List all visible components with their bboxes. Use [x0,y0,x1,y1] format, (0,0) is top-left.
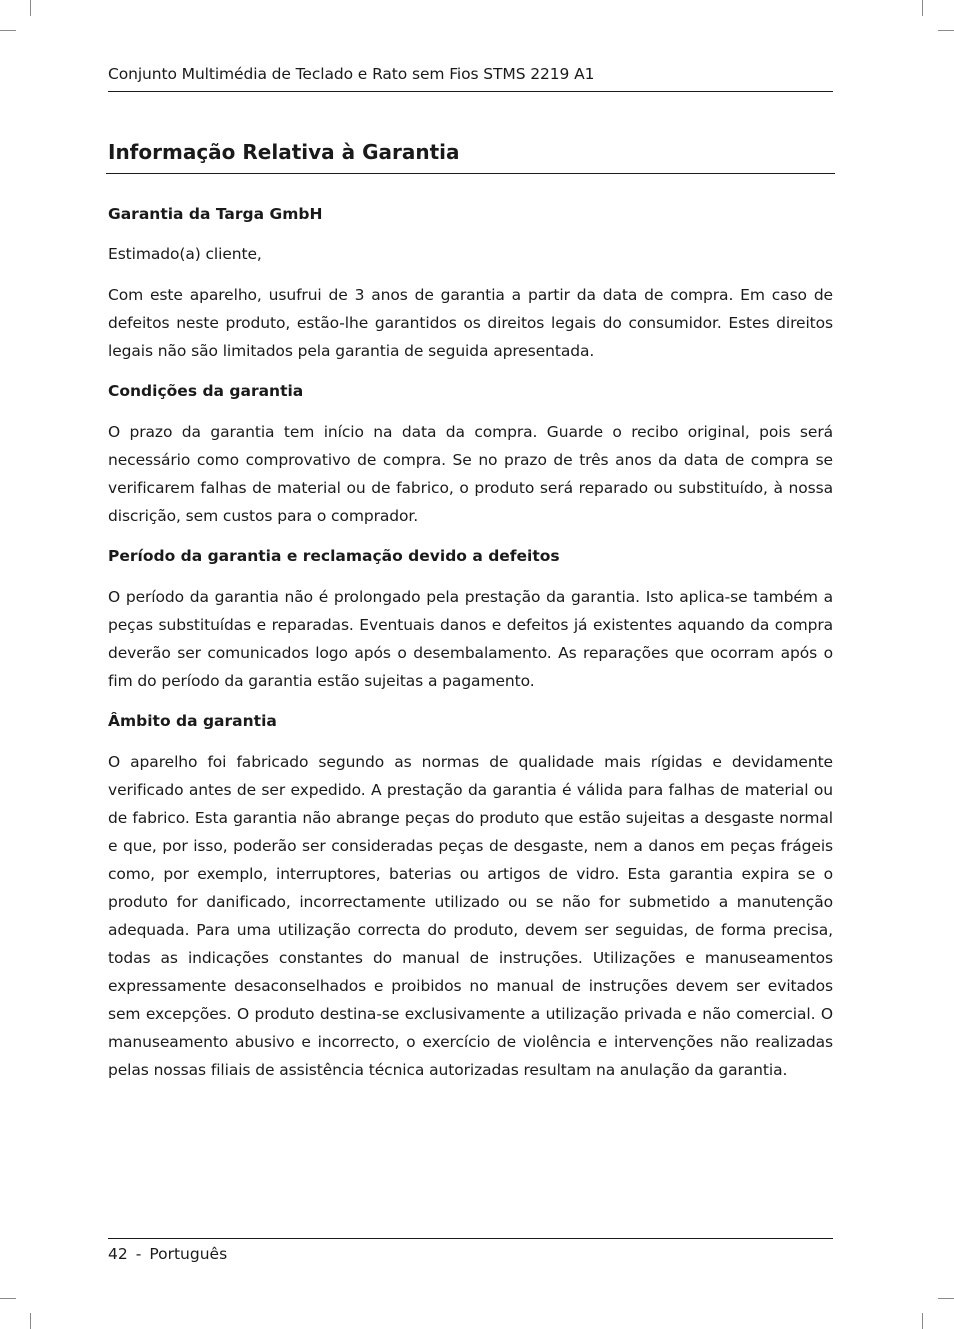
crop-mark-bottom-right [922,1313,923,1329]
paragraph-condicoes: O prazo da garantia tem início na data da compra. Guarde o recibo original, pois será necessário como comprovativo de compra. Se no prazo de três anos da data de compra se verificarem falhas de material ou de fabrico, o produto será reparado ou substituído, à nossa discrição, sem custos para o comprador. [108,423,833,525]
paragraph-periodo: O período da garantia não é prolongado pela prestação da garantia. Isto aplica-se também a peças substituídas e reparadas. Eventuais danos e defeitos já existentes aquando da compra deverão ser comunicados logo após o desembalamento. As reparações que ocorram após o fim do período da garantia estão sujeitas a pagamento. [108,588,833,690]
heading-ambito: Âmbito da garantia [108,712,277,730]
heading-condicoes: Condições da garantia [108,382,304,400]
section-title-rule [106,173,835,174]
crop-mark-top-left [30,0,31,16]
paragraph-intro: Com este aparelho, usufrui de 3 anos de garantia a partir da data de compra. Em caso de defeitos neste produto, estão-lhe garantidos os direitos legais do consumidor. Estes direitos legais não são limitados pela garantia de seguida apresentada. [108,286,833,360]
document-body [108,201,833,1084]
crop-mark-top-left-h [0,30,16,31]
footer-rule [108,1238,833,1239]
section-title: Informação Relativa à Garantia [108,140,460,164]
heading-garantia-targa: Garantia da Targa GmbH [108,205,323,223]
crop-mark-bottom-left-h [0,1298,16,1299]
page-footer [108,1244,227,1264]
crop-mark-top-right [922,0,923,16]
paragraph-saudacao: Estimado(a) cliente, [108,245,262,263]
header-rule [108,91,833,92]
heading-periodo: Período da garantia e reclamação devido a defeitos [108,547,560,565]
footer-language: Português [149,1245,228,1263]
paragraph-ambito: O aparelho foi fabricado segundo as normas de qualidade mais rígidas e devidamente verificado antes de ser expedido. A prestação da garantia é válida para falhas de material ou de fabrico. Esta garantia não abrange peças do produto que estão sujeitas a desgaste normal e que, por isso, poderão ser consideradas peças de desgaste, nem a danos em peças frágeis como, por exemplo, interruptores, baterias ou artigos de vidro. Esta garantia expira se o produto for danificado, incorrectamente utilizado ou se não for submetido a manutenção adequada. Para uma utilização correcta do produto, devem ser seguidas, de forma precisa, todas as indicações constantes do manual de instruções. Utilizações e manuseamentos expressamente desaconselhados e proibidos no manual de instruções devem ser evitados sem excepções. O produto destina-se exclusivamente a utilização privada e não comercial. O manuseamento abusivo e incorrecto, o exercício de violência e intervenções não realizadas pelas nossas filiais de assistência técnica autorizadas resultam na anulação da garantia. [108,753,833,1079]
footer-separator: - [135,1245,142,1263]
page-number: 42 [108,1245,128,1263]
crop-mark-bottom-left [30,1313,31,1329]
crop-mark-top-right-h [938,30,954,31]
crop-mark-bottom-right-h [938,1298,954,1299]
running-header: Conjunto Multimédia de Teclado e Rato sem Fios STMS 2219 A1 [108,65,595,83]
